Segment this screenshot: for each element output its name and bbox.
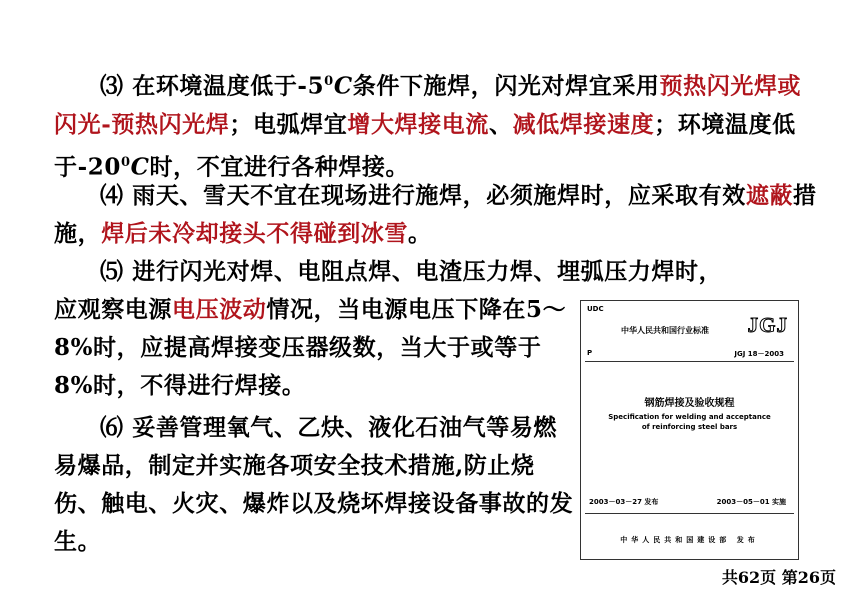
- cover-p: P: [587, 349, 593, 357]
- highlight-reduce-speed: 减低焊接速度: [512, 110, 655, 138]
- paragraph-4: ⑷ 雨天、雪天不宜在现场进行施焊，必须施焊时，应采取有效遮蔽措施，焊后未冷却接头不得碰到冰雪。: [54, 182, 817, 247]
- cover-standard-number: JGJ 18－2003: [734, 350, 784, 358]
- highlight-no-ice-snow: 焊后未冷却接头不得碰到冰雪: [101, 220, 409, 247]
- highlight-increase-current: 增大焊接电流: [347, 110, 489, 138]
- standard-cover-image: [580, 300, 799, 560]
- highlight-flash-preheat: 预热闪光焊或闪光-预热闪光焊: [54, 72, 802, 138]
- cover-ministry: 中华人民共和国行业标准: [621, 326, 709, 335]
- page-indicator: 共62页 第26页: [721, 568, 836, 587]
- cover-implement-date: 2003－05－01 实施: [716, 498, 786, 506]
- paragraph-3: ⑶ 在环境温度低于$-5^0C$条件下施焊，闪光对焊宜采用预热闪光焊或闪光-预热闪光焊；电弧焊宜增大焊接电流、减低焊接速度；环境温度低于$-20^0C$时，不宜进行各种焊接。: [54, 72, 802, 181]
- para3-num: ⑶: [100, 72, 124, 100]
- para5-num: ⑸: [100, 258, 124, 285]
- highlight-shielding: 遮蔽: [745, 182, 794, 209]
- jgj-logo: JGJ: [747, 313, 788, 337]
- paragraph-5-line1: ⑸ 进行闪光对焊、电阻点焊、电渣压力焊、埋弧压力焊时，: [100, 258, 723, 285]
- cover-title-cn: 钢筋焊接及验收规程: [644, 398, 735, 409]
- cover-divider-top: [585, 361, 794, 362]
- cover-publisher: 中华人民共和国建设部 发布: [620, 536, 759, 544]
- highlight-voltage-fluctuation: 电压波动: [172, 296, 267, 323]
- para6-num: ⑹: [100, 414, 124, 441]
- cover-issue-date: 2003－03－27 发布: [589, 498, 659, 506]
- paragraph-5-body: 应观察电源电压波动情况，当电源电压下降在5～8%时，应提高焊接变压器级数，当大于或等于8%时，不得进行焊接。: [54, 296, 567, 399]
- cover-divider-bottom: [585, 513, 794, 514]
- cover-udc: UDC: [587, 305, 604, 313]
- para4-num: ⑷: [100, 182, 124, 209]
- cover-title-en: Specification for welding and acceptance of reinforcing steel bars: [608, 413, 771, 431]
- paragraph-6: ⑹ 妥善管理氧气、乙炔、液化石油气等易燃易爆品，制定并实施各项安全技术措施,防止烧伤、触电、火灾、爆炸以及烧坏焊接设备事故的发生。: [54, 414, 574, 555]
